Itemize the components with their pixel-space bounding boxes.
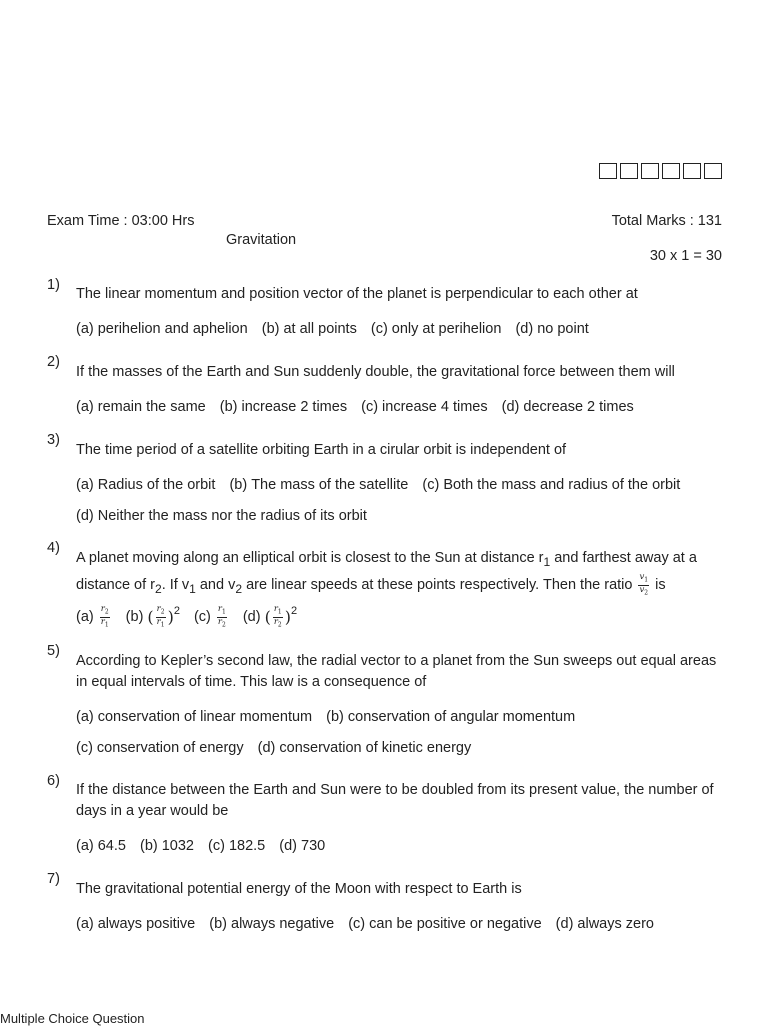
option-b bbox=[209, 916, 334, 932]
options-row bbox=[76, 709, 585, 725]
question-text: If the masses of the Earth and Sun suddenly double, the gravitational force between them will bbox=[76, 364, 675, 380]
option-label: (c) bbox=[361, 399, 379, 415]
question-text: The gravitational potential energy of the Moon with respect to Earth is bbox=[76, 881, 522, 897]
option-label: (d) bbox=[76, 508, 94, 524]
option-b bbox=[262, 321, 357, 337]
option-text: always positive bbox=[97, 916, 196, 932]
option-text: 1032 bbox=[161, 838, 194, 854]
option-a bbox=[76, 709, 312, 725]
option-d bbox=[76, 508, 367, 524]
option-text: 730 bbox=[301, 838, 326, 854]
option-text: decrease 2 times bbox=[523, 399, 634, 415]
option-fraction: $\frac{r_1}{r_2}$ bbox=[217, 604, 226, 629]
option-a bbox=[76, 477, 215, 493]
option-label: (d) bbox=[257, 740, 276, 756]
option-label: (c) bbox=[76, 740, 93, 756]
roll-number-box bbox=[620, 163, 638, 179]
option-c bbox=[348, 916, 541, 932]
question-text: If the distance between the Earth and Sun were to be doubled from its present value, the number of days in a year would be bbox=[76, 782, 714, 819]
options-row bbox=[76, 399, 644, 415]
option-a bbox=[76, 838, 126, 854]
option-label: (a) bbox=[76, 321, 94, 337]
question-number: 2) bbox=[47, 354, 60, 370]
roll-number-box bbox=[683, 163, 701, 179]
option-text: conservation of energy bbox=[96, 740, 244, 756]
option-label: (a) bbox=[76, 399, 94, 415]
option-a bbox=[76, 604, 112, 629]
question-number: 3) bbox=[47, 432, 60, 448]
option-text: Both the mass and radius of the orbit bbox=[443, 477, 681, 493]
option-text: conservation of angular momentum bbox=[347, 709, 576, 725]
option-text: 182.5 bbox=[228, 838, 266, 854]
question-number: 4) bbox=[47, 540, 60, 556]
options-row bbox=[76, 321, 599, 337]
roll-number-box bbox=[662, 163, 680, 179]
option-a bbox=[76, 916, 195, 932]
option-label: (a) bbox=[76, 709, 94, 725]
option-text: no point bbox=[537, 321, 589, 337]
options-row bbox=[76, 508, 377, 524]
option-fraction: $\frac{r_1}{r_2}$ bbox=[273, 604, 282, 629]
option-label: (c) bbox=[422, 477, 440, 493]
option-fraction: $\frac{r_2}{r_1}$ bbox=[100, 604, 109, 629]
option-a bbox=[76, 399, 206, 415]
question-number: 7) bbox=[47, 871, 60, 887]
roll-number-box bbox=[704, 163, 722, 179]
option-label: (c) bbox=[370, 321, 388, 337]
option-label: (b) bbox=[125, 609, 144, 626]
option-b bbox=[140, 838, 194, 854]
option-c bbox=[208, 838, 265, 854]
option-label: (a) bbox=[76, 838, 94, 854]
option-d bbox=[502, 399, 634, 415]
option-d bbox=[515, 321, 588, 337]
option-text: only at perihelion bbox=[391, 321, 502, 337]
question-number: 5) bbox=[47, 643, 60, 659]
option-fraction: $\frac{r_2}{r_1}$ bbox=[156, 604, 165, 629]
option-c bbox=[193, 604, 229, 629]
option-text: remain the same bbox=[97, 399, 206, 415]
option-label: (a) bbox=[76, 477, 94, 493]
option-label: (b) bbox=[219, 399, 238, 415]
option-label: (a) bbox=[76, 916, 94, 932]
option-text: conservation of kinetic energy bbox=[279, 740, 472, 756]
subject-title: Gravitation bbox=[226, 232, 297, 248]
option-text: The mass of the satellite bbox=[251, 477, 409, 493]
option-text: always negative bbox=[231, 916, 335, 932]
option-text: at all points bbox=[283, 321, 357, 337]
question-text: The time period of a satellite orbiting Earth in a cirular orbit is independent of bbox=[76, 442, 567, 458]
option-label: (b) bbox=[209, 916, 228, 932]
option-label: (b) bbox=[229, 477, 248, 493]
options-row bbox=[76, 605, 307, 629]
roll-number-box bbox=[641, 163, 659, 179]
question-number: 1) bbox=[47, 277, 60, 293]
question-text: The linear momentum and position vector of the planet is perpendicular to each other at bbox=[76, 286, 638, 302]
option-label: (d) bbox=[515, 321, 534, 337]
option-text: increase 4 times bbox=[382, 399, 488, 415]
options-row bbox=[76, 740, 481, 756]
option-label: (a) bbox=[76, 609, 94, 626]
option-text: increase 2 times bbox=[241, 399, 348, 415]
option-text: Neither the mass nor the radius of its orbit bbox=[97, 508, 367, 524]
option-label: (d) bbox=[279, 838, 298, 854]
question-number: 6) bbox=[47, 773, 60, 789]
section-type-label: Multiple Choice Question bbox=[0, 1011, 145, 1026]
roll-number-box bbox=[599, 163, 617, 179]
option-b bbox=[326, 709, 575, 725]
options-row bbox=[76, 838, 335, 854]
option-a bbox=[76, 321, 248, 337]
options-row bbox=[76, 916, 664, 932]
exam-time: Exam Time : 03:00 Hrs bbox=[47, 213, 195, 229]
option-c bbox=[361, 399, 488, 415]
option-label: (b) bbox=[326, 709, 344, 725]
option-text: conservation of linear momentum bbox=[97, 709, 313, 725]
option-b bbox=[220, 399, 347, 415]
option-label: (c) bbox=[348, 916, 366, 932]
total-marks: Total Marks : 131 bbox=[611, 213, 722, 229]
section-marks: 30 x 1 = 30 bbox=[649, 248, 722, 264]
option-d: (d) ( $\frac{r_1}{r_2}$ )$^2$ bbox=[242, 604, 298, 629]
option-label: (d) bbox=[501, 399, 520, 415]
option-text: always zero bbox=[577, 916, 654, 932]
roll-number-boxes bbox=[599, 163, 725, 179]
option-d bbox=[556, 916, 654, 932]
option-label: (c) bbox=[208, 838, 225, 854]
option-c bbox=[76, 740, 244, 756]
option-b: (b) ( $\frac{r_2}{r_1}$ )$^2$ bbox=[125, 604, 180, 629]
option-label: (d) bbox=[242, 609, 261, 626]
option-label: (b) bbox=[261, 321, 280, 337]
option-label: (b) bbox=[140, 838, 158, 854]
ratio-fraction: $\frac{v_1}{v_2}$ bbox=[639, 571, 649, 597]
option-c bbox=[422, 477, 680, 493]
option-d bbox=[258, 740, 472, 756]
options-row bbox=[76, 477, 690, 493]
option-text: can be positive or negative bbox=[369, 916, 542, 932]
option-label: (d) bbox=[555, 916, 574, 932]
option-text: Radius of the orbit bbox=[97, 477, 216, 493]
option-text: perihelion and aphelion bbox=[97, 321, 248, 337]
option-label: (c) bbox=[193, 609, 211, 626]
option-text: 64.5 bbox=[97, 838, 126, 854]
question-text: According to Kepler’s second law, the radial vector to a planet from the Sun sweeps out equal areas in equal intervals of time. This law is a consequence of bbox=[76, 653, 717, 690]
option-b bbox=[229, 477, 408, 493]
option-d bbox=[279, 838, 325, 854]
option-c bbox=[371, 321, 502, 337]
question-text: A planet moving along an elliptical orbit is closest to the Sun at distance $r_1$ and farthest away at a distance of $r_2$. If $v_1$ and $v_2$ are linear speeds at these points respectively. Then the ratio $\frac{v_1}{v_2}$ is bbox=[76, 550, 697, 597]
